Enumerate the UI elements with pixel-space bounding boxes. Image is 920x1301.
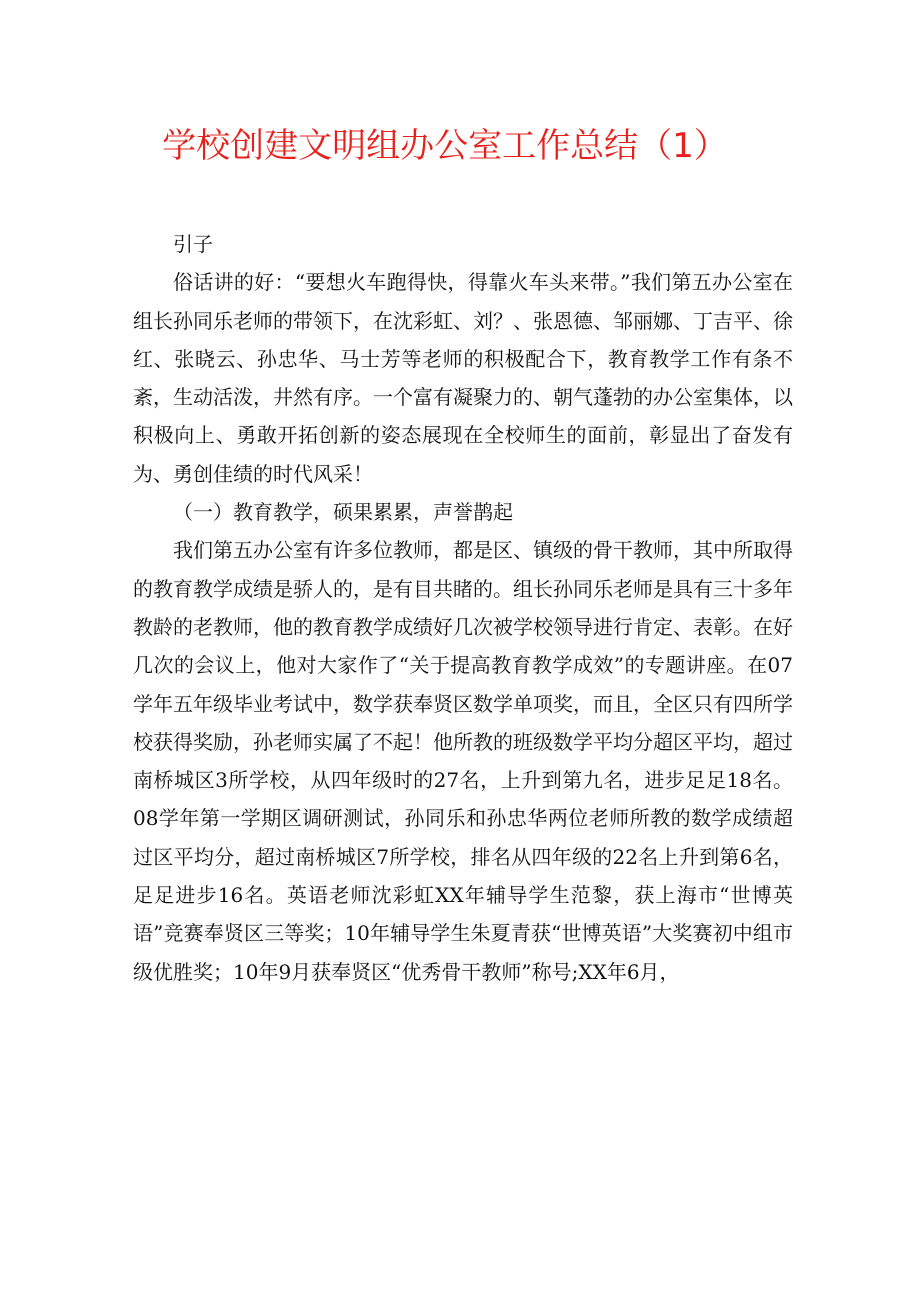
document-body	[133, 225, 793, 991]
intro-heading: 引子	[173, 232, 213, 256]
paragraph-intro: 俗话讲的好：“要想火车跑得快，得靠火车头来带。”我们第五办公室在组长孙同乐老师的带领下，在沈彩虹、刘？、张恩德、邹丽娜、丁吉平、徐红、张晓云、孙忠华、马士芳等老师的积极配合下，教育教学工作有条不紊，生动活泼，井然有序。一个富有凝聚力的、朝气蓬勃的办公室集体，以积极向上、勇敢开拓创新的姿态展现在全校师生的面前，彰显出了奋发有为、勇创佳绩的时代风采！	[133, 270, 793, 486]
section-heading-education: （一）教育教学，硕果累累，声誉鹊起	[173, 500, 513, 525]
document-title: 学校创建文明组办公室工作总结（1）	[162, 126, 728, 166]
paragraph-education: 我们第五办公室有许多位教师，都是区、镇级的骨干教师，其中所取得的教育教学成绩是骄人的，是有目共睹的。组长孙同乐老师是具有三十多年教龄的老教师，他的教育教学成绩好几次被学校领导进行肯定、表彰。在好几次的会议上，他对大家作了“关于提高教育教学成效”的专题讲座。在07学年五年级毕业考试中，数学获奉贤区数学单项奖，而且，全区只有四所学校获得奖励，孙老师实属了不起！他所教的班级数学平均分超区平均，超过南桥城区3所学校，从四年级时的27名，上升到第九名，进步足足18名。08学年第一学期区调研测试，孙同乐和孙忠华两位老师所教的数学成绩超过区平均分，超过南桥城区7所学校，排名从四年级的22名上升到第6名，足足进步16名。英语老师沈彩虹XX年辅导学生范黎，获上海市“世博英语”竞赛奉贤区三等奖；10年辅导学生朱夏青获“世博英语”大奖赛初中组市级优胜奖；10年9月获奉贤区“优秀骨干教师”称号;XX年6月，	[133, 538, 793, 984]
